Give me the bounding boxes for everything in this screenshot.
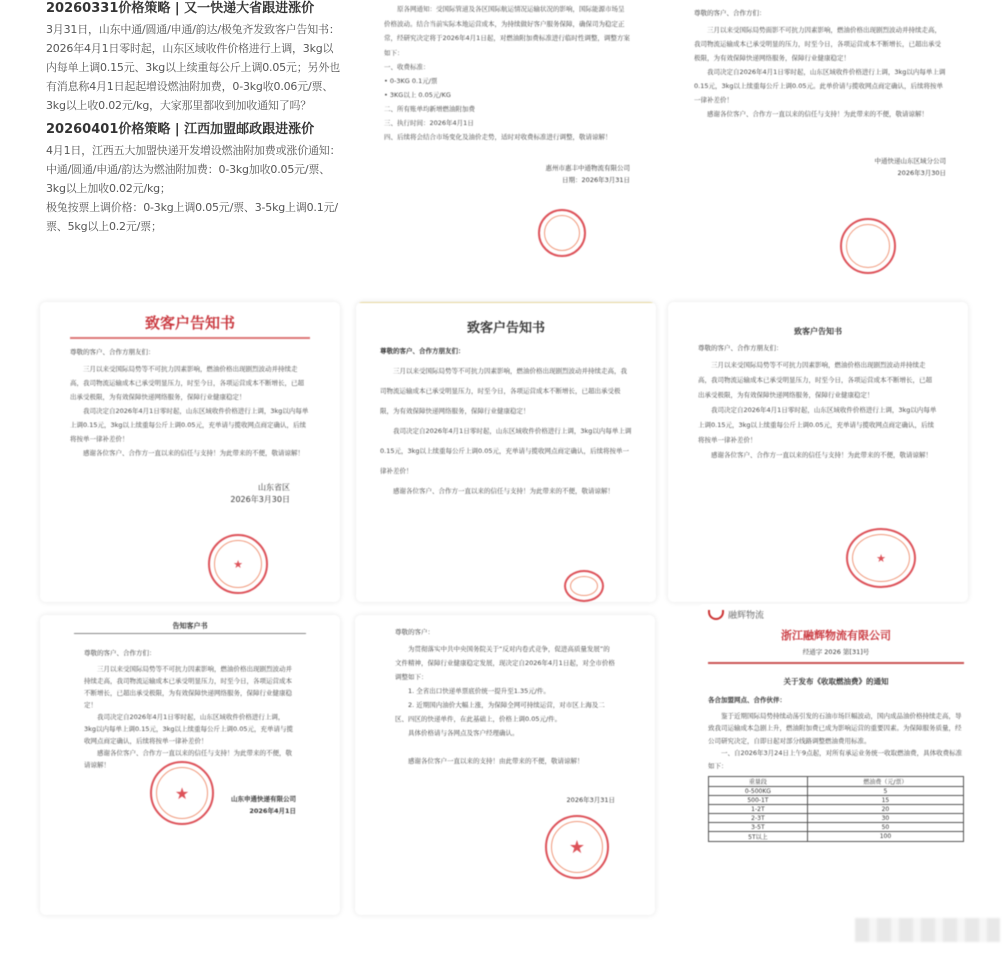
doc-signature <box>384 162 630 186</box>
table-cell: 500-1T <box>709 796 808 805</box>
doc-paragraph: 我司决定自2026年4月1日零时起，山东区域收件价格进行上调，3kg以内每单上调0.15元，3kg以上续重每公斤上调0.05元。此单价请与揽收网点商定确认，后续将按单一律补差价！ <box>694 68 946 104</box>
table-cell: 1-2T <box>709 805 808 814</box>
doc-paragraph: 具体价格请与各网点及客户经理确认。 <box>408 729 519 737</box>
title-divider <box>70 337 310 339</box>
doc-paragraph: 一、自2026年3月24日上午9点起，对所有承运业务统一收取燃油费，具体收费标准如下： <box>708 749 963 770</box>
red-seal-stamp: ★ <box>545 815 609 879</box>
notice-image-customer-letter[interactable] <box>670 0 970 290</box>
doc-paragraph: 感谢各位客户、合作方一直以来的信任与支持！为此带来的不便，敬请谅解！ <box>711 451 932 459</box>
doc-greeting: 尊敬的客户、合作方朋友们： <box>380 347 465 355</box>
table-header: 燃油费（元/票） <box>807 777 963 787</box>
red-seal-stamp <box>840 218 896 274</box>
table-row <box>709 805 964 814</box>
article-text-post <box>44 0 344 292</box>
table-cell: 5 <box>807 787 963 796</box>
notice-image-shandong[interactable] <box>40 302 340 602</box>
signature-date: 2026年3月30日 <box>230 495 290 504</box>
signature-company: 山东申通快递有限公司 <box>231 795 296 803</box>
table-header: 重量段 <box>709 777 808 787</box>
table-row <box>709 814 964 823</box>
signature-company: 惠州市惠丰中通物流有限公司 <box>545 164 630 172</box>
post-paragraph: 极兔按票上调价格：0-3kg上调0.05元/票、3-5kg上调0.1元/票、5kg以上0.2元/票； <box>46 201 338 233</box>
post-paragraph: 2026年4月1日零时起，山东区域收件价格进行上调，3kg以内每单上调0.15元、3kg以上续重每公斤上调0.05元；另外也有消息称4月1日起起增设燃油附加费，0-3kg收0.06元/票、3kg以上收0.02元/kg，大家那里都收到加收通知了吗？ <box>46 42 340 112</box>
doc-greeting: 尊敬的客户、合作方朋友们： <box>698 344 783 352</box>
doc-paragraph: 三月以来受国际局势等不可抗力因素影响，燃油价格出现剧烈波动并持续走高，我司物流运输成本已承受明显压力，时至今日，各项运营成本不断增长，已超出承受极限，为有效保障快递网络服务，保障行业健康稳定！ <box>84 665 292 709</box>
doc-paragraph: 三月以来受国际局势等不可抗力因素影响，燃油价格出现剧烈波动并持续走高，我司物流运输成本已承受明显压力，时至今日，各项运营成本不断增长，已超出承受极限，为有效保障快递网络服务，保障行业健康稳定！ <box>698 361 932 399</box>
doc-paragraph: 我司决定自2026年4月1日零时起，山东区域收件价格进行上调，3kg以内每单上调0.15元，3kg以上续重每公斤上调0.05元，充单请与揽收网点商定确认，后续将按单一律补差价！ <box>380 427 632 475</box>
notice-image-sto[interactable] <box>40 615 340 915</box>
doc-title: 致客户告知书 <box>466 321 545 336</box>
doc-paragraph: 感谢各位客户、合作方一直以来的信任与支持！为此带来的不便，敬请谅解！ <box>83 449 304 457</box>
doc-title: 致客户告知书 <box>144 314 235 332</box>
doc-paragraph: 我司决定自2026年4月1日零时起，山东区域收件价格进行上调，3kg以内每单上调0.15元，3kg以上续重每公斤上调0.05元，充单请与揽收网点商定确认，后续将按单一律补差价！ <box>84 713 293 745</box>
doc-paragraph: 感谢各位客户、合作方一直以来的信任与支持！为此带来的不便，敬请谅解！ <box>393 487 614 495</box>
doc-paragraph: 我司决定自2026年4月1日零时起，山东区域收件价格进行上调，3kg以内每单上调0.15元，3kg以上续重每公斤上调0.05元，充单请与揽收网点商定确认，后续将按单一律补差价！ <box>70 407 309 443</box>
top-border <box>356 302 656 303</box>
doc-paragraph: 三月以来受国际局势等不可抗力因素影响，燃油价格出现剧烈波动并持续走高，我司物流运输成本已承受明显压力，时至今日，各项运营成本不断增长，已超出承受极限，为有效保障快递网络服务，保障行业健康稳定！ <box>70 365 304 401</box>
doc-greeting: 尊敬的客户、合作方们： <box>84 649 156 657</box>
notice-image-ronghui-logistics[interactable] <box>698 604 974 916</box>
notice-image-fuel-surcharge[interactable] <box>358 0 656 290</box>
doc-paragraph: 感谢各位客户、合作方一直以来的信任与支持！为此带来的不便，敬请谅解！ <box>84 749 292 769</box>
table-row <box>709 823 964 832</box>
doc-list-item: • 0-3KG 0.1元/票 <box>384 77 438 85</box>
doc-list-item: 四、后续将会结合市场变化及油价走势，适时对收费标准进行调整，敬请谅解！ <box>384 133 612 141</box>
doc-greeting: 尊敬的客户、合作方们： <box>694 9 766 17</box>
doc-paragraph: 为贯彻落实中共中央国务院关于“反对内卷式竞争，促进高质量发展”的文件精神，保障行业健康稳定发展，现决定自2026年4月1日起，对全市价格调整如下： <box>395 645 615 681</box>
doc-title: 告知客户书 <box>172 622 208 630</box>
post-heading: 20260401价格策略 | 江西加盟邮政跟进涨价 <box>46 122 315 137</box>
table-cell: 0-500KG <box>709 787 808 796</box>
company-logo-icon <box>708 610 724 620</box>
doc-signature <box>694 155 946 179</box>
doc-greeting: 各合加盟网点、合作伙伴： <box>708 695 786 704</box>
doc-list-item: • 3KG以上 0.05元/KG <box>384 91 451 99</box>
red-seal-stamp <box>538 209 586 257</box>
doc-greeting: 尊敬的客户、合作方朋友们： <box>70 348 155 356</box>
company-name: 浙江融辉物流有限公司 <box>781 629 891 642</box>
brand-name: 融辉物流 <box>728 611 765 621</box>
post-paragraph: 4月1日，江西五大加盟快递开发增设燃油附加费或涨价通知： <box>46 144 341 157</box>
doc-paragraph: 鉴于近期国际局势持续动荡引发的石油市场巨幅波动，国内成品油价格持续走高，导致我司运输成本急剧上升，燃油附加费已成为影响运营的重要因素。为保障服务质量，经公司研究决定，自即日起对部分线路调整燃油费用标准。 <box>708 711 962 745</box>
doc-paragraph: 三月以来受国际局势面影不可抗力因素影响，燃油价格出现剧烈波动并持续走高，我司物流运输成本已承受明显的压力，时至今日，各项运营成本不断增长，已超出承受极限，为有效保障快递网络服务，保障行业健康稳定！ <box>694 26 941 62</box>
doc-paragraph: 我司决定自2026年4月1日零时起，山东区域收件价格进行上调，3kg以内每单上调0.15元，3kg以上续重每公斤上调0.05元，充单请与揽收网点商定确认，后续将按单一律补差价！ <box>698 406 937 444</box>
table-cell: 5T以上 <box>709 832 808 842</box>
red-seal-stamp: ★ <box>208 534 268 594</box>
table-cell: 30 <box>807 814 963 823</box>
doc-list-item: 一、收费标准： <box>384 63 430 71</box>
signature-date: 2026年4月1日 <box>249 807 296 815</box>
company-header <box>708 608 964 621</box>
doc-signature <box>70 482 310 506</box>
notice-image-price-adjustment[interactable] <box>355 615 655 915</box>
header-divider <box>708 662 964 664</box>
table-row <box>709 787 964 796</box>
red-seal-stamp: ★ <box>150 761 214 825</box>
table-cell: 15 <box>807 796 963 805</box>
signature-company: 山东省区 <box>258 483 290 492</box>
table-cell: 100 <box>807 832 963 842</box>
doc-greeting: 尊敬的客户： <box>395 628 434 636</box>
table-row <box>709 832 964 842</box>
signature-date: 2026年3月30日 <box>897 169 946 177</box>
notice-image-customer-letter-3[interactable] <box>668 302 968 602</box>
doc-title: 致客户告知书 <box>794 327 842 336</box>
post-heading: 20260331价格策略 | 又一快递大省跟进涨价 <box>46 1 315 16</box>
doc-paragraph: 三月以来受国际局势等不可抗力因素影响，燃油价格出现剧烈波动并持续走高，我司物流运输成本已承受明显压力，时至今日，各项运营成本不断增长，已超出承受极限，为有效保障快递网络服务，保障行业健康稳定！ <box>380 367 627 415</box>
signature-date: 日期：2026年3月31日 <box>562 176 630 184</box>
doc-signature <box>395 794 615 806</box>
doc-paragraph: 1. 全省出口快递单票底价统一提升至1.35元/件。 <box>408 687 550 695</box>
doc-title: 关于发布《收取燃油费》的通知 <box>783 676 889 686</box>
post-paragraph: 3月31日，山东中通/圆通/申通/韵达/极兔齐发致客户告知书： <box>46 23 340 36</box>
red-seal-stamp: ★ <box>846 528 916 588</box>
title-divider <box>74 633 306 634</box>
notice-image-customer-letter-2[interactable] <box>356 302 656 602</box>
table-cell: 3-5T <box>709 823 808 832</box>
red-seal-stamp <box>564 570 604 602</box>
document-number: 经通字 2026 第[31]号 <box>802 648 870 656</box>
table-cell: 2-3T <box>709 814 808 823</box>
doc-list-item: 二、所有账单均新增燃油附加费 <box>384 105 475 113</box>
signature-date: 2026年3月31日 <box>566 796 615 804</box>
table-cell: 50 <box>807 823 963 832</box>
watermark <box>855 918 1000 942</box>
doc-paragraph: 原各网通知：受国际管道及各区国际航运情况运输状况的影响，国际能源市场呈价格波动。结合当前实际本地运营成本，为持续做好客户服务保障，确保司为稳定正常，经研究决定将于2026年4月1日起，对燃油附加费标准进行临时性调整，调整方案如下： <box>384 5 630 57</box>
table-row <box>709 796 964 805</box>
doc-paragraph: 感谢各位客户、合作方一直以来的信任与支持！为此带来的不便，敬请谅解！ <box>707 110 928 118</box>
signature-company: 中通快递山东区域分公司 <box>874 157 946 165</box>
fuel-fee-table <box>708 776 964 842</box>
doc-paragraph: 2. 近期国内油价大幅上涨，为保障全网可持续运营，对市区上海及二区、四区的快递单件，在此基础上，价格上调0.05元/件。 <box>395 701 605 723</box>
post-paragraph: 中通/圆通/申通/韵达为燃油附加费：0-3kg加收0.05元/票、3kg以上加收0.02元/kg； <box>46 163 331 195</box>
doc-paragraph: 感谢各位客户一直以来的支持！由此带来的不便，敬请谅解！ <box>408 757 584 765</box>
doc-list-item: 三、执行时间：2026年4月1日 <box>384 119 474 127</box>
table-cell: 20 <box>807 805 963 814</box>
